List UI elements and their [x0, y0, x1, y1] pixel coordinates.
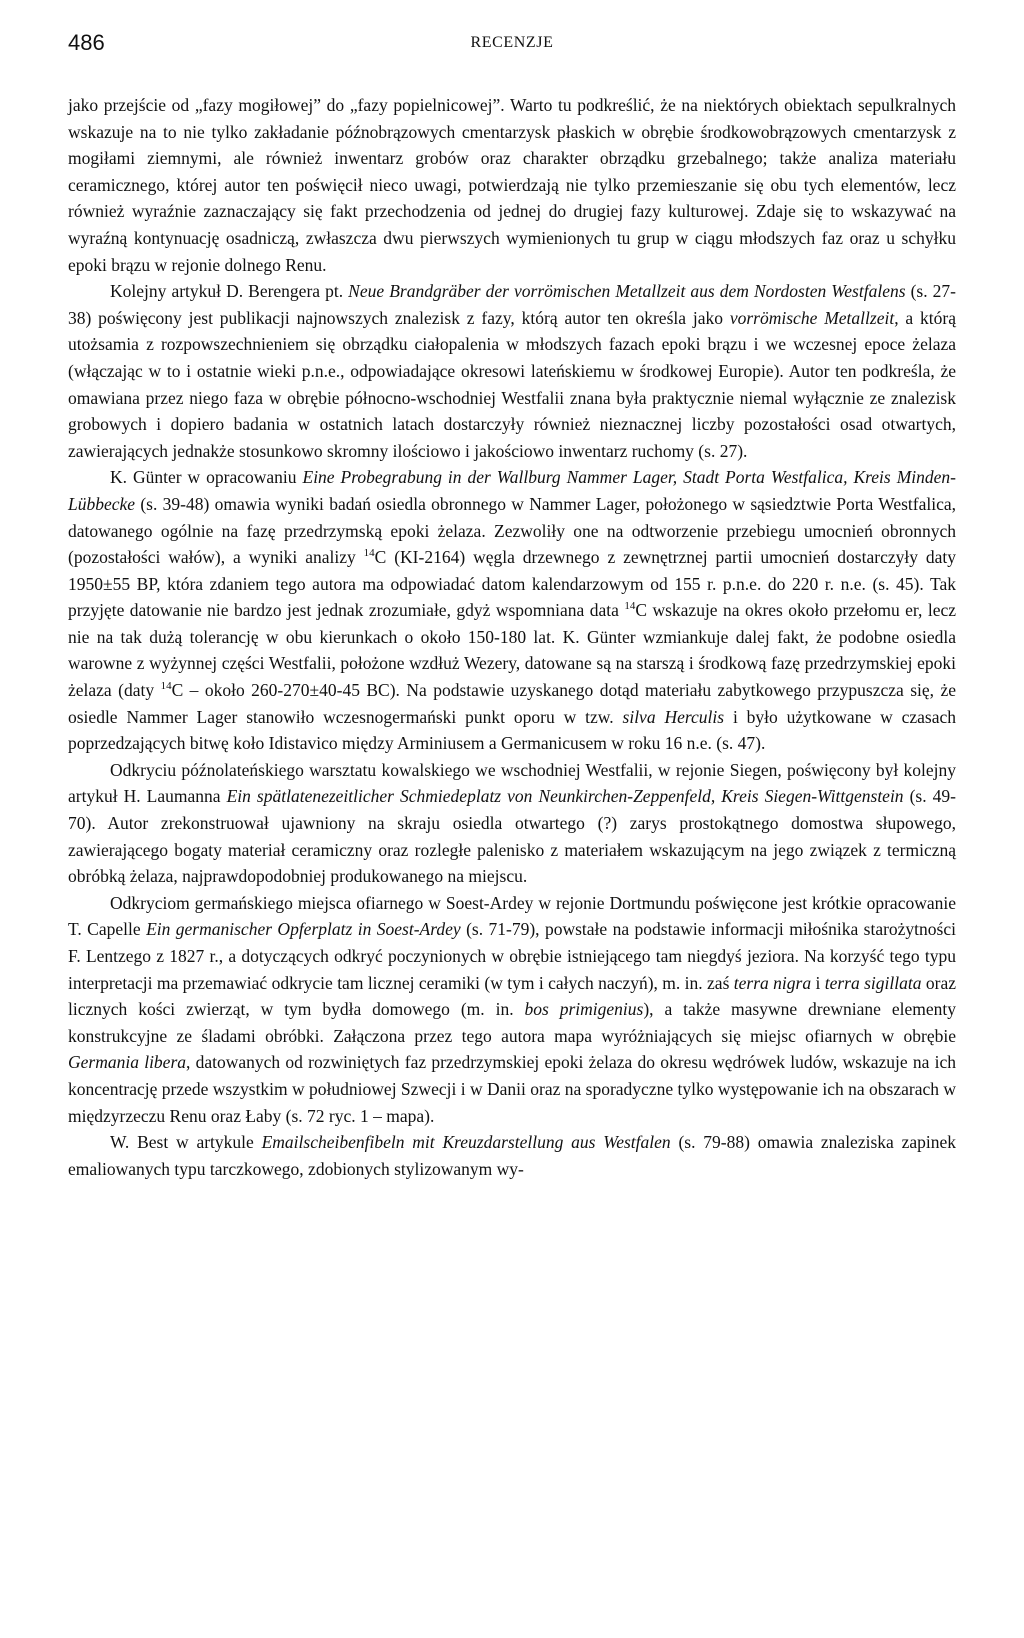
superscript: 14 — [624, 600, 636, 613]
article-title: Emailscheibenfibeln mit Kreuzdarstellung aus Westfalen — [261, 1132, 671, 1153]
text-run: K. Günter w opracowaniu — [110, 467, 303, 488]
text-run: Odkryciom germańskiego miejsca ofiarnego w Soest-Ardey w rejonie Dortmundu poświęcone jest krótkie opracowanie T. Capelle — [68, 892, 956, 940]
text-run: , datowanych od rozwiniętych faz przedrzymskiej epoki żelaza do okresu wędrówek ludów, wskazuje na ich koncentrację przede wszystkim w południowej Szwecji i w Danii oraz na sporadyczne tylko występowanie ich na obszarach w międzyrzeczu Renu oraz Łaby (s. 72 ryc. 1 – mapa). — [68, 1052, 956, 1126]
text-run: Kolejny artykuł D. Berengera pt. — [110, 281, 349, 302]
article-title: Eine Probegrabung in der Wallburg Nammer Lager, Stadt Porta Westfalica, Kreis Minden-Lübbecke — [68, 467, 956, 514]
text-run: (s. 27-38) poświęcony jest publikacji najnowszych znalezisk z fazy, którą autor ten określa jako — [68, 281, 956, 328]
text-run: i było użytkowane w czasach poprzedzających bitwę koło Idistavico między Arminiusem a Germanicusem w roku 16 n.e. (s. 47). — [68, 706, 956, 754]
superscript: 14 — [160, 680, 172, 693]
text-run: i — [811, 972, 825, 993]
body-text — [68, 92, 956, 1182]
italic-term: vorrömische Metallzeit — [729, 307, 895, 328]
paragraph-3 — [68, 464, 956, 757]
text-run: (s. 39-48) omawia wyniki badań osiedla obronnego w Nammer Lager, położonego w sąsiedztwie Porta Westfalica, datowanego ogólnie na fazę przedrzymską epoki żelaza. Zezwoliły one na odtworzenie przebiegu umocnień obronnych (pozostałości wałów), a wyniki analizy — [68, 493, 956, 568]
paragraph-4 — [68, 757, 956, 890]
article-title: Ein spätlatenezeitlicher Schmiedeplatz von Neunkirchen-Zeppenfeld, Kreis Siegen-Wittgenstein — [226, 786, 904, 807]
text-run: W. Best w artykule — [110, 1132, 262, 1153]
italic-term: silva Herculis — [622, 706, 725, 727]
italic-term: terra nigra — [733, 972, 812, 993]
text-run: C wskazuje na okres około przełomu er, lecz nie na tak dużą tolerancję w obu kierunkach o około 150-180 lat. K. Günter wzmiankuje dalej fakt, że podobne osiedla warowne z wyżynnej części Westfalii, położone wzdłuż Wezery, datowane są na starszą i środkową fazę przedrzymskiej epoki żelaza (daty — [68, 600, 957, 701]
text-run: jako przejście od „fazy mogiłowej” do „fazy popielnicowej”. Warto tu podkreślić, że na niektórych obiektach sepulkralnych wskazuje na to nie tylko zakładanie późnobrązowych cmentarzysk płaskich w obrębie środkowobrązowych cmentarzysk z mogiłami ziemnymi, ale również inwentarz grobów oraz charakter obrządku grzebalnego; także analiza materiału ceramicznego, której autor ten poświęcił nieco uwagi, potwierdzają nie tylko przemieszanie się obu tych elementów, lecz również wyraźnie zaznaczający się fakt przechodzenia od jednej do drugiej fazy kulturowej. Zdaje się to wskazywać na wyraźną kontynuację osadniczą, zwłaszcza dwu pierwszych wymienionych tu grup w ciągu młodszych faz oraz u schyłku epoki brązu w rejonie dolnego Renu. — [68, 95, 956, 275]
paragraph-6 — [68, 1129, 956, 1182]
italic-term: bos primigenius — [524, 999, 644, 1020]
text-run: C – około 260-270±40-45 BC). Na podstawie uzyskanego dotąd materiału zabytkowego przypuszcza się, że osiedle Nammer Lager stanowiło wczesnogermański punkt oporu w tzw. — [68, 680, 957, 727]
page-number: 486 — [68, 30, 105, 55]
page-header — [68, 30, 956, 64]
article-title: Ein germanischer Opferplatz in Soest-Ardey — [146, 919, 461, 940]
paragraph-1 — [68, 92, 956, 278]
text-run: (s. 49-70). Autor zrekonstruował ujawniony na skraju osiedla otwartego (?) zarys prostokątnego domostwa słupowego, zawierającego bogaty materiał ceramiczny oraz rozległe palenisko z materiałem wskazującym na jego związek z termiczną obróbką żelaza, najprawdopodobniej produkowanego na miejscu. — [68, 786, 956, 887]
text-run: ), a także masywne drewniane elementy konstrukcyjne ze śladami obróbki. Załączona przez tego autora mapa wyróżniających się miejsc ofiarnych w obrębie — [68, 999, 956, 1046]
italic-term: terra sigillata — [824, 972, 922, 993]
superscript: 14 — [363, 547, 375, 560]
running-title: RECENZJE — [470, 34, 554, 51]
article-title: Neue Brandgräber der vorrömischen Metallzeit aus dem Nordosten Westfalens — [348, 281, 906, 302]
paragraph-5 — [68, 890, 956, 1129]
italic-term: Germania libera — [68, 1052, 187, 1073]
text-run: Odkryciu późnolateńskiego warsztatu kowalskiego we wschodniej Westfalii, w rejonie Siegen, poświęcony był kolejny artykuł H. Laumanna — [68, 759, 956, 807]
text-run: (s. 71-79), powstałe na podstawie informacji miłośnika starożytności F. Lentzego z 1827 r., a dotyczących odkryć poczynionych w obrębie istniejącego tam niegdyś jeziora. Na korzyść tego typu interpretacji ma przemawiać odkrycie tam licznej ceramiki (w tym i całych naczyń), m. in. zaś — [68, 919, 956, 993]
text-run: , a którą utożsamia z rozpowszechnieniem się obrządku ciałopalenia w młodszych fazach epoki brązu i we wczesnej epoce żelaza (włączając w to i ostatnie wieki p.n.e., odpowiadające okresowi lateńskiemu w środkowej Europie). Autor ten podkreśla, że omawiana przez niego faza w obrębie północno-wschodniej Westfalii znana była praktycznie niemal wyłącznie ze znalezisk grobowych i dopiero badania w ostatnich latach dostarczyły również nieznacznej liczby pozostałości osad otwartych, zawierających jednakże stosunkowo skromny ilościowo i jakościowo inwentarz ruchomy (s. 27). — [68, 307, 956, 461]
text-run: oraz licznych kości zwierząt, w tym bydła domowego (m. in. — [68, 972, 956, 1020]
text-run: C (KI-2164) węgla drzewnego z zewnętrznej partii umocnień dostarczyły daty 1950±55 BP, która zdaniem tego autora ma odpowiadać datom kalendarzowym od 155 r. p.n.e. do 220 r. n.e. (s. 45). Tak przyjęte datowanie nie bardzo jest jednak zrozumiałe, gdyż wspomniana data — [68, 547, 956, 621]
paragraph-2 — [68, 278, 956, 464]
text-run: (s. 79-88) omawia znaleziska zapinek emaliowanych typu tarczkowego, zdobionych stylizowanym wy- — [68, 1132, 956, 1179]
